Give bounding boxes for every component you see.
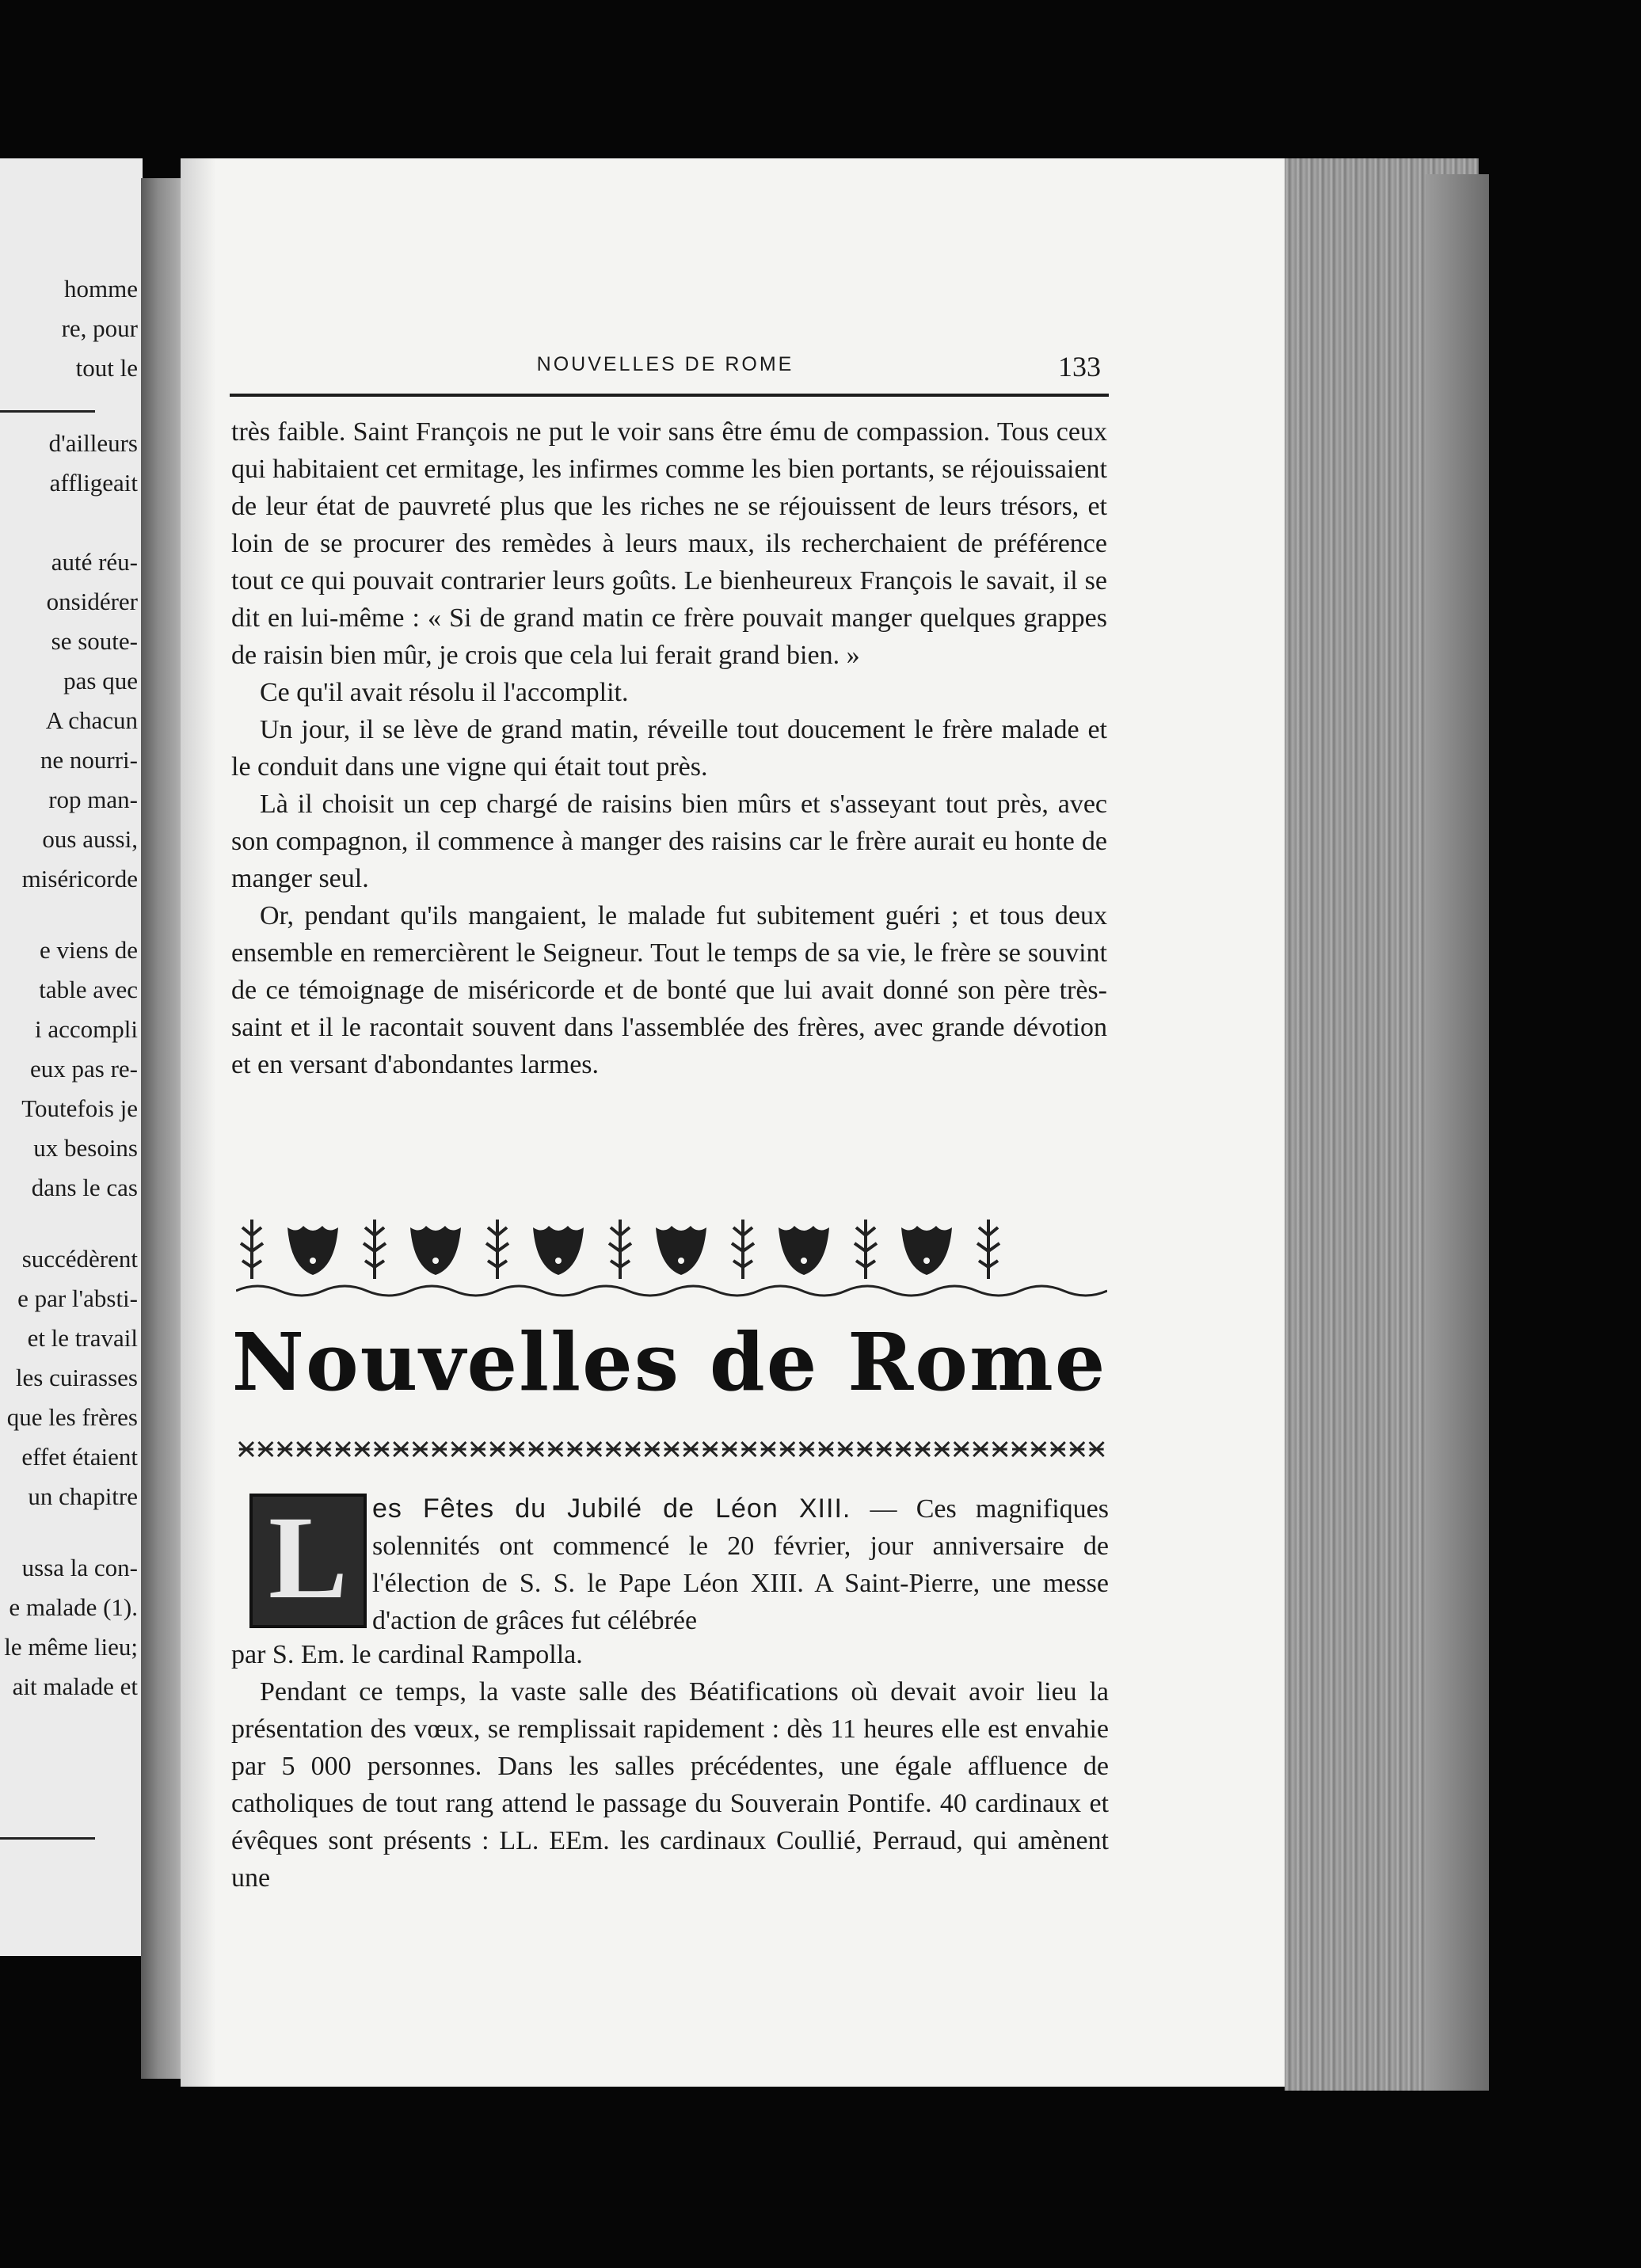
- tulip-dot: [310, 1258, 316, 1264]
- left-page-line: re, pour: [61, 314, 138, 342]
- drop-cap: [249, 1494, 367, 1628]
- left-page-line: un chapitre: [28, 1482, 138, 1510]
- cross-ornament-icon: [413, 1442, 428, 1456]
- sprig-icon: [364, 1220, 386, 1279]
- paragraph-3: Un jour, il se lève de grand matin, réveille tout doucement le frère malade et le conduit dans une vigne qui était tout près.: [231, 715, 1107, 782]
- cross-ornament-icon: [568, 1442, 582, 1456]
- cross-ornament-icon: [741, 1442, 756, 1456]
- header-rule: [230, 394, 1109, 397]
- cross-ornament-icon: [722, 1442, 737, 1456]
- tulip-dot: [555, 1258, 562, 1264]
- cross-ornament-icon: [780, 1442, 794, 1456]
- title-ornament-rule: [236, 1437, 1107, 1461]
- left-page-line: e par l'absti-: [17, 1284, 138, 1312]
- cross-ornament-icon: [626, 1442, 640, 1456]
- sprig-icon: [609, 1220, 631, 1279]
- cross-ornament-icon: [954, 1442, 969, 1456]
- left-page-line: eux pas re-: [30, 1055, 138, 1083]
- cross-ornament-icon: [1090, 1442, 1104, 1456]
- page-number: 133: [1058, 351, 1101, 382]
- sprig-icon: [732, 1220, 754, 1279]
- left-page-line: pas que: [63, 667, 138, 694]
- tulip-dot: [432, 1258, 439, 1264]
- cross-ornament-icon: [703, 1442, 718, 1456]
- left-page-line: miséricorde: [21, 865, 138, 892]
- left-page-line: tout le: [75, 354, 138, 382]
- cross-ornament-icon: [336, 1442, 350, 1456]
- cross-ornament-icon: [1051, 1442, 1065, 1456]
- left-page-line: ux besoins: [33, 1134, 138, 1162]
- running-title: NOUVELLES DE ROME: [536, 353, 794, 375]
- section-title: Nouvelles de Rome: [231, 1315, 1107, 1409]
- cross-ornament-icon: [1012, 1442, 1026, 1456]
- cross-ornament-icon: [587, 1442, 601, 1456]
- cross-ornament-icon: [471, 1442, 485, 1456]
- left-facing-page: [0, 158, 143, 1956]
- cross-ornament-icon: [916, 1442, 930, 1456]
- article-body: [231, 1636, 1109, 1897]
- drop-cap-letter: L: [268, 1492, 348, 1623]
- tulip-dot: [801, 1258, 807, 1264]
- sprig-icon: [977, 1220, 999, 1279]
- paragraph-4: Là il choisit un cep chargé de raisins bien mûrs et s'asseyant tout près, avec son compagnon, il commence à manger des raisins car le frère aurait eu honte de manger seul.: [231, 790, 1107, 893]
- article-paragraph-1-tail: par S. Em. le cardinal Rampolla.: [231, 1640, 583, 1669]
- article-lead-text: — Ces magnifiques solennités ont commencé le 20 février, jour anniversaire de l'élection de S. S. le Pape Léon XIII. A Saint-Pierre, une messe d'action de grâces fut célébrée: [372, 1494, 1109, 1635]
- cross-ornament-icon: [239, 1442, 253, 1456]
- paragraph-1: très faible. Saint François ne put le voir sans être ému de compassion. Tous ceux qui habitaient cet ermitage, les infirmes comme les bien portants, se réjouissaient de leur état de pauvreté plus que les riches ne se réjouissent de leurs trésors, et loin de se procurer des remèdes à leurs maux, ils recherchaient de préférence tout ce qui pouvait contrarier leurs goûts. Le bienheureux François le savait, il se dit en lui-même : « Si de grand matin ce frère pouvait manger quelques grappes de raisin bien mûr, je crois que cela lui ferait grand bien. »: [231, 417, 1107, 670]
- body-text: [231, 413, 1107, 1083]
- cross-ornament-icon: [1070, 1442, 1084, 1456]
- cross-ornament-icon: [278, 1442, 292, 1456]
- book-edge-shadow: [1426, 174, 1489, 2091]
- cross-ornament-icon: [375, 1442, 389, 1456]
- left-page-line: effet étaient: [21, 1443, 138, 1471]
- article-first-paragraph: [372, 1490, 1109, 1639]
- left-page-line: ussa la con-: [21, 1554, 138, 1581]
- left-page-line: ait malade et: [12, 1672, 138, 1700]
- cross-ornament-icon: [761, 1442, 775, 1456]
- sprig-icon: [241, 1220, 263, 1279]
- cross-ornament-icon: [317, 1442, 331, 1456]
- left-page-line: ous aussi,: [42, 825, 138, 853]
- cross-ornament-icon: [683, 1442, 698, 1456]
- left-page-line: e viens de: [40, 936, 138, 964]
- cross-ornament-icon: [355, 1442, 369, 1456]
- left-page-line: onsidérer: [46, 588, 138, 615]
- cross-ornament-icon: [529, 1442, 543, 1456]
- left-page-line: se soute-: [51, 627, 138, 655]
- left-page-line: e malade (1).: [9, 1593, 138, 1621]
- left-page-line: succédèrent: [21, 1245, 138, 1273]
- sprig-icon: [486, 1220, 508, 1279]
- article-lead-heading: es Fêtes du Jubilé de Léon XIII.: [372, 1494, 851, 1524]
- left-page-line: A chacun: [45, 706, 138, 734]
- cross-ornament-icon: [819, 1442, 833, 1456]
- cross-ornament-icon: [451, 1442, 466, 1456]
- cross-ornament-icon: [897, 1442, 911, 1456]
- cross-ornament-icon: [394, 1442, 408, 1456]
- left-page-line: rop man-: [48, 786, 138, 813]
- cross-ornament-icon: [510, 1442, 524, 1456]
- cross-ornament-icon: [645, 1442, 659, 1456]
- left-page-line: Toutefois je: [21, 1094, 138, 1122]
- cross-ornament-icon: [258, 1442, 272, 1456]
- tulip-ornament-band: [236, 1212, 1107, 1299]
- tulip-icon: [901, 1226, 952, 1275]
- left-page-line: ne nourri-: [40, 746, 138, 774]
- left-page-line: que les frères: [6, 1403, 138, 1431]
- cross-ornament-icon: [838, 1442, 852, 1456]
- tulip-icon: [656, 1226, 706, 1275]
- left-page-line: table avec: [39, 976, 138, 1003]
- page-header: [230, 353, 1101, 385]
- paragraph-2: Ce qu'il avait résolu il l'accomplit.: [260, 678, 629, 707]
- cross-ornament-icon: [548, 1442, 562, 1456]
- page-shadow: [181, 158, 216, 2087]
- sprig-icon: [855, 1220, 877, 1279]
- left-page-line: homme: [64, 275, 138, 303]
- left-page-line: le même lieu;: [4, 1633, 138, 1661]
- tulip-icon: [287, 1226, 338, 1275]
- cross-ornament-icon: [993, 1442, 1007, 1456]
- cross-ornament-icon: [877, 1442, 891, 1456]
- left-page-line: i accompli: [35, 1015, 138, 1043]
- tulip-icon: [779, 1226, 829, 1275]
- cross-ornament-icon: [490, 1442, 504, 1456]
- left-page-line: les cuirasses: [15, 1364, 138, 1391]
- cross-ornament-icon: [664, 1442, 679, 1456]
- tulip-icon: [533, 1226, 584, 1275]
- left-page-rule: [0, 410, 95, 413]
- article-paragraph-2: Pendant ce temps, la vaste salle des Béatifications où devait avoir lieu la présentation des vœux, se remplissait rapidement : dès 11 heures elle est envahie par 5 000 personnes. Dans les salles précédentes, une égale affluence de catholiques de tout rang attend le passage du Souverain Pontife. 40 cardinaux et évêques sont présents : LL. EEm. les cardinaux Coullié, Perraud, qui amènent une: [231, 1677, 1109, 1893]
- cross-ornament-icon: [607, 1442, 621, 1456]
- left-page-rule-bottom: [0, 1837, 95, 1840]
- cross-ornament-icon: [858, 1442, 872, 1456]
- paragraph-5: Or, pendant qu'ils mangaient, le malade fut subitement guéri ; et tous deux ensemble en remercièrent le Seigneur. Tout le temps de sa vie, le frère se souvint de ce témoignage de miséricorde et de bonté que lui avait donné son père très-saint et il le racontait souvent dans l'assemblée des frères, avec grande dévotion et en versant d'abondantes larmes.: [231, 901, 1107, 1079]
- left-page-line: auté réu-: [51, 548, 138, 576]
- cross-ornament-icon: [432, 1442, 447, 1456]
- tulip-dot: [678, 1258, 684, 1264]
- left-page-line: et le travail: [27, 1324, 138, 1352]
- cross-ornament-icon: [935, 1442, 949, 1456]
- cross-ornament-icon: [297, 1442, 311, 1456]
- left-page-line: d'ailleurs: [48, 429, 138, 457]
- cross-ornament-icon: [1031, 1442, 1045, 1456]
- cross-ornament-icon: [800, 1442, 814, 1456]
- tulip-icon: [410, 1226, 461, 1275]
- left-page-line: dans le cas: [31, 1174, 138, 1201]
- cross-ornament-icon: [973, 1442, 988, 1456]
- tulip-dot: [923, 1258, 930, 1264]
- left-page-line: affligeait: [49, 469, 138, 497]
